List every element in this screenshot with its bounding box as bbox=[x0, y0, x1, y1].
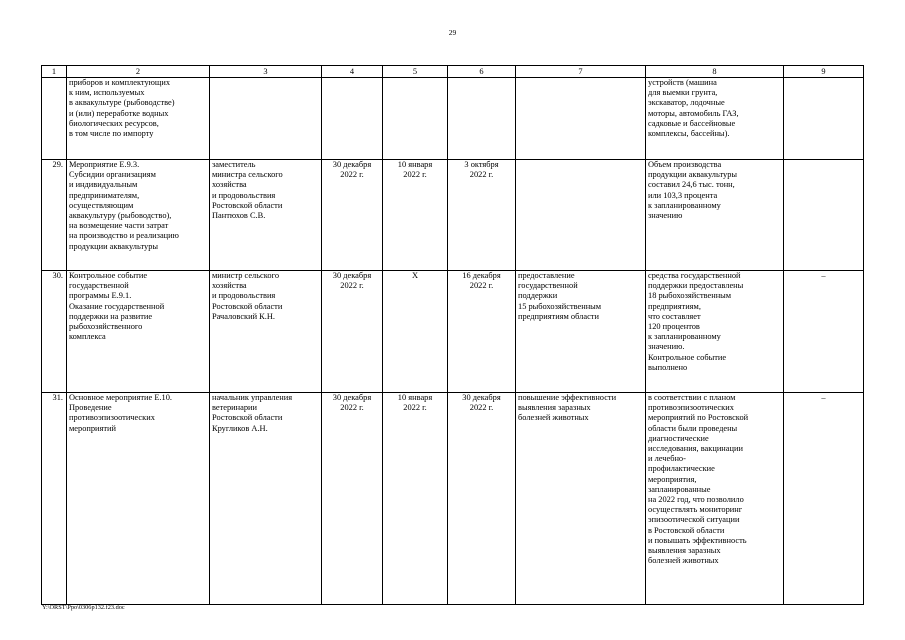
report-table bbox=[41, 65, 864, 605]
column-header: 5 bbox=[383, 66, 448, 78]
row-number: 29. bbox=[42, 160, 67, 271]
planned-date-cell bbox=[322, 78, 383, 160]
measure-name-cell: Контрольное событие государственной программы Е.9.1. Оказание государственной поддержки на развитие рыбохозяйственного комплекса bbox=[67, 271, 210, 393]
row-number: 30. bbox=[42, 271, 67, 393]
file-path-footer: Y:\ORST\Ppo\0306p132.f23.doc bbox=[42, 604, 125, 611]
measure-name-cell: приборов и комплектующих к ним, используемых в аквакультуре (рыбоводстве) и (или) переработке водных биологических ресурсов, в том числе по импорту bbox=[67, 78, 210, 160]
note-cell bbox=[784, 160, 864, 271]
expected-result-cell: повышение эффективности выявления заразных болезней животных bbox=[516, 393, 646, 605]
actual-result-cell: в соответствии с планом противоэпизоотических мероприятий по Ростовской области были проведены диагностические исследования, вакцинации и лечебно- профилактические мероприятия, запланированные на 2022 год, что позволило осуществлять мониторинг эпизоотической ситуации в Ростовской области и повышать эффективность выявления заразных болезней животных bbox=[646, 393, 784, 605]
row-number: 31. bbox=[42, 393, 67, 605]
responsible-cell: министр сельского хозяйства и продовольствия Ростовской области Рачаловский К.Н. bbox=[210, 271, 322, 393]
table-header-row bbox=[42, 66, 864, 78]
start-date-cell: 10 января 2022 г. bbox=[383, 160, 448, 271]
note-cell: – bbox=[784, 271, 864, 393]
note-cell bbox=[784, 78, 864, 160]
row-number bbox=[42, 78, 67, 160]
expected-result-cell bbox=[516, 160, 646, 271]
measure-name-cell: Основное мероприятие Е.10. Проведение противоэпизоотических мероприятий bbox=[67, 393, 210, 605]
column-header: 3 bbox=[210, 66, 322, 78]
column-header: 2 bbox=[67, 66, 210, 78]
table-row bbox=[42, 271, 864, 393]
table-row bbox=[42, 78, 864, 160]
actual-result-cell: Объем производства продукции аквакультуры составил 24,6 тыс. тонн, или 103,3 процента к запланированному значению bbox=[646, 160, 784, 271]
planned-date-cell: 30 декабря 2022 г. bbox=[322, 271, 383, 393]
responsible-cell: начальник управления ветеринарии Ростовской области Кругликов А.Н. bbox=[210, 393, 322, 605]
end-date-cell: 3 октября 2022 г. bbox=[448, 160, 516, 271]
expected-result-cell: предоставление государственной поддержки 15 рыбохозяйственным предприятиям области bbox=[516, 271, 646, 393]
page-number: 29 bbox=[448, 28, 457, 37]
end-date-cell: 30 декабря 2022 г. bbox=[448, 393, 516, 605]
start-date-cell: 10 января 2022 г. bbox=[383, 393, 448, 605]
responsible-cell bbox=[210, 78, 322, 160]
column-header: 4 bbox=[322, 66, 383, 78]
end-date-cell bbox=[448, 78, 516, 160]
start-date-cell: X bbox=[383, 271, 448, 393]
measure-name-cell: Мероприятие Е.9.3. Субсидии организациям и индивидуальным предпринимателям, осуществляющим аквакультуру (рыбоводство), на возмещение части затрат на производство и реализацию продукции аквакультуры bbox=[67, 160, 210, 271]
table-row bbox=[42, 160, 864, 271]
actual-result-cell: средства государственной поддержки предоставлены 18 рыбохозяйственным предприятиям, что составляет 120 процентов к запланированному значению. Контрольное событие выполнено bbox=[646, 271, 784, 393]
column-header: 7 bbox=[516, 66, 646, 78]
expected-result-cell bbox=[516, 78, 646, 160]
table-row bbox=[42, 393, 864, 605]
end-date-cell: 16 декабря 2022 г. bbox=[448, 271, 516, 393]
planned-date-cell: 30 декабря 2022 г. bbox=[322, 393, 383, 605]
column-header: 1 bbox=[42, 66, 67, 78]
note-cell: – bbox=[784, 393, 864, 605]
column-header: 6 bbox=[448, 66, 516, 78]
planned-date-cell: 30 декабря 2022 г. bbox=[322, 160, 383, 271]
column-header: 8 bbox=[646, 66, 784, 78]
column-header: 9 bbox=[784, 66, 864, 78]
responsible-cell: заместитель министра сельского хозяйства и продовольствия Ростовской области Пантюхов С.В. bbox=[210, 160, 322, 271]
start-date-cell bbox=[383, 78, 448, 160]
actual-result-cell: устройств (машина для выемки грунта, экскаватор, лодочные моторы, автомобиль ГАЗ, садковые и бассейновые комплексы, бассейны). bbox=[646, 78, 784, 160]
